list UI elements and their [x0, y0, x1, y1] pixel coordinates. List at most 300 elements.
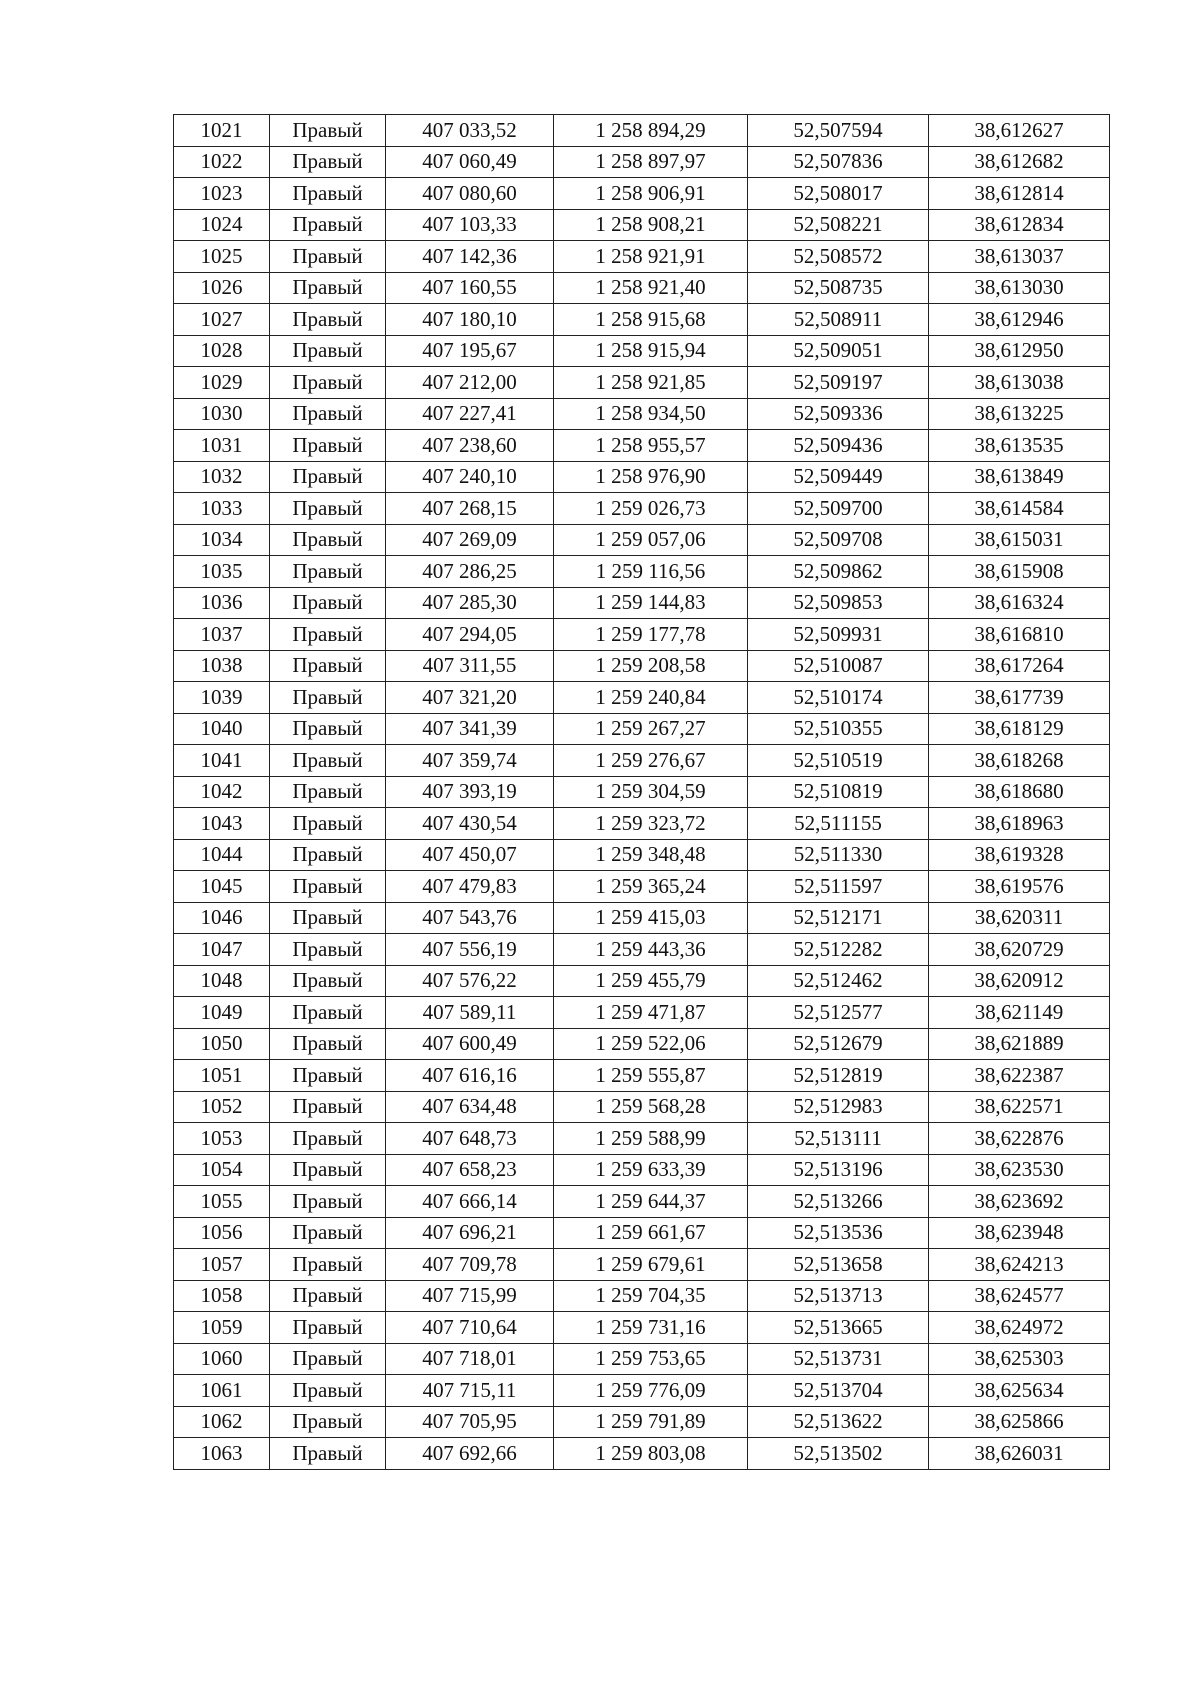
- table-row: [174, 241, 1110, 273]
- latitude-cell: 52,512819: [748, 1060, 929, 1092]
- side-cell: Правый: [270, 1123, 386, 1155]
- side-cell: Правый: [270, 304, 386, 336]
- side-cell: Правый: [270, 713, 386, 745]
- longitude-cell: 38,622387: [929, 1060, 1110, 1092]
- side-cell: Правый: [270, 871, 386, 903]
- y-coordinate-cell: 1 258 894,29: [554, 115, 748, 147]
- latitude-cell: 52,507594: [748, 115, 929, 147]
- x-coordinate-cell: 407 321,20: [386, 682, 554, 714]
- table-row: [174, 398, 1110, 430]
- longitude-cell: 38,618963: [929, 808, 1110, 840]
- y-coordinate-cell: 1 259 026,73: [554, 493, 748, 525]
- latitude-cell: 52,508572: [748, 241, 929, 273]
- table-row: [174, 871, 1110, 903]
- x-coordinate-cell: 407 556,19: [386, 934, 554, 966]
- y-coordinate-cell: 1 259 208,58: [554, 650, 748, 682]
- side-cell: Правый: [270, 1249, 386, 1281]
- longitude-cell: 38,612950: [929, 335, 1110, 367]
- x-coordinate-cell: 407 543,76: [386, 902, 554, 934]
- latitude-cell: 52,509931: [748, 619, 929, 651]
- side-cell: Правый: [270, 619, 386, 651]
- point-number-cell: 1044: [174, 839, 270, 871]
- side-cell: Правый: [270, 398, 386, 430]
- latitude-cell: 52,512577: [748, 997, 929, 1029]
- longitude-cell: 38,618268: [929, 745, 1110, 777]
- table-row: [174, 902, 1110, 934]
- latitude-cell: 52,511330: [748, 839, 929, 871]
- y-coordinate-cell: 1 259 704,35: [554, 1280, 748, 1312]
- longitude-cell: 38,613535: [929, 430, 1110, 462]
- longitude-cell: 38,612682: [929, 146, 1110, 178]
- side-cell: Правый: [270, 745, 386, 777]
- x-coordinate-cell: 407 479,83: [386, 871, 554, 903]
- table-row: [174, 587, 1110, 619]
- point-number-cell: 1041: [174, 745, 270, 777]
- y-coordinate-cell: 1 258 906,91: [554, 178, 748, 210]
- y-coordinate-cell: 1 259 177,78: [554, 619, 748, 651]
- latitude-cell: 52,510355: [748, 713, 929, 745]
- side-cell: Правый: [270, 367, 386, 399]
- longitude-cell: 38,612834: [929, 209, 1110, 241]
- y-coordinate-cell: 1 258 897,97: [554, 146, 748, 178]
- latitude-cell: 52,513196: [748, 1154, 929, 1186]
- longitude-cell: 38,612946: [929, 304, 1110, 336]
- latitude-cell: 52,510519: [748, 745, 929, 777]
- x-coordinate-cell: 407 705,95: [386, 1406, 554, 1438]
- y-coordinate-cell: 1 259 776,09: [554, 1375, 748, 1407]
- side-cell: Правый: [270, 209, 386, 241]
- side-cell: Правый: [270, 1091, 386, 1123]
- point-number-cell: 1031: [174, 430, 270, 462]
- table-row: [174, 808, 1110, 840]
- y-coordinate-cell: 1 259 588,99: [554, 1123, 748, 1155]
- point-number-cell: 1045: [174, 871, 270, 903]
- point-number-cell: 1028: [174, 335, 270, 367]
- side-cell: Правый: [270, 1343, 386, 1375]
- table-row: [174, 461, 1110, 493]
- point-number-cell: 1034: [174, 524, 270, 556]
- side-cell: Правый: [270, 587, 386, 619]
- x-coordinate-cell: 407 311,55: [386, 650, 554, 682]
- y-coordinate-cell: 1 259 116,56: [554, 556, 748, 588]
- x-coordinate-cell: 407 576,22: [386, 965, 554, 997]
- x-coordinate-cell: 407 718,01: [386, 1343, 554, 1375]
- x-coordinate-cell: 407 710,64: [386, 1312, 554, 1344]
- table-row: [174, 556, 1110, 588]
- longitude-cell: 38,621149: [929, 997, 1110, 1029]
- y-coordinate-cell: 1 258 976,90: [554, 461, 748, 493]
- x-coordinate-cell: 407 160,55: [386, 272, 554, 304]
- table-row: [174, 493, 1110, 525]
- point-number-cell: 1033: [174, 493, 270, 525]
- latitude-cell: 52,509853: [748, 587, 929, 619]
- side-cell: Правый: [270, 1186, 386, 1218]
- longitude-cell: 38,612814: [929, 178, 1110, 210]
- side-cell: Правый: [270, 965, 386, 997]
- latitude-cell: 52,513266: [748, 1186, 929, 1218]
- table-row: [174, 1312, 1110, 1344]
- side-cell: Правый: [270, 1312, 386, 1344]
- x-coordinate-cell: 407 294,05: [386, 619, 554, 651]
- point-number-cell: 1026: [174, 272, 270, 304]
- longitude-cell: 38,613037: [929, 241, 1110, 273]
- x-coordinate-cell: 407 715,99: [386, 1280, 554, 1312]
- latitude-cell: 52,508911: [748, 304, 929, 336]
- table-row: [174, 430, 1110, 462]
- longitude-cell: 38,618680: [929, 776, 1110, 808]
- latitude-cell: 52,508221: [748, 209, 929, 241]
- table-row: [174, 1154, 1110, 1186]
- x-coordinate-cell: 407 692,66: [386, 1438, 554, 1470]
- y-coordinate-cell: 1 259 348,48: [554, 839, 748, 871]
- point-number-cell: 1047: [174, 934, 270, 966]
- table-row: [174, 1406, 1110, 1438]
- x-coordinate-cell: 407 709,78: [386, 1249, 554, 1281]
- longitude-cell: 38,626031: [929, 1438, 1110, 1470]
- y-coordinate-cell: 1 259 323,72: [554, 808, 748, 840]
- point-number-cell: 1036: [174, 587, 270, 619]
- point-number-cell: 1032: [174, 461, 270, 493]
- y-coordinate-cell: 1 259 644,37: [554, 1186, 748, 1218]
- x-coordinate-cell: 407 080,60: [386, 178, 554, 210]
- point-number-cell: 1038: [174, 650, 270, 682]
- longitude-cell: 38,620912: [929, 965, 1110, 997]
- point-number-cell: 1037: [174, 619, 270, 651]
- longitude-cell: 38,623692: [929, 1186, 1110, 1218]
- longitude-cell: 38,613030: [929, 272, 1110, 304]
- longitude-cell: 38,623948: [929, 1217, 1110, 1249]
- point-number-cell: 1025: [174, 241, 270, 273]
- point-number-cell: 1049: [174, 997, 270, 1029]
- latitude-cell: 52,509700: [748, 493, 929, 525]
- longitude-cell: 38,625634: [929, 1375, 1110, 1407]
- point-number-cell: 1030: [174, 398, 270, 430]
- side-cell: Правый: [270, 1217, 386, 1249]
- point-number-cell: 1054: [174, 1154, 270, 1186]
- side-cell: Правый: [270, 493, 386, 525]
- latitude-cell: 52,513502: [748, 1438, 929, 1470]
- side-cell: Правый: [270, 272, 386, 304]
- x-coordinate-cell: 407 285,30: [386, 587, 554, 619]
- longitude-cell: 38,624972: [929, 1312, 1110, 1344]
- longitude-cell: 38,617264: [929, 650, 1110, 682]
- point-number-cell: 1024: [174, 209, 270, 241]
- longitude-cell: 38,613225: [929, 398, 1110, 430]
- longitude-cell: 38,625303: [929, 1343, 1110, 1375]
- y-coordinate-cell: 1 259 267,27: [554, 713, 748, 745]
- table-row: [174, 713, 1110, 745]
- x-coordinate-cell: 407 600,49: [386, 1028, 554, 1060]
- y-coordinate-cell: 1 258 908,21: [554, 209, 748, 241]
- y-coordinate-cell: 1 259 276,67: [554, 745, 748, 777]
- y-coordinate-cell: 1 259 455,79: [554, 965, 748, 997]
- table-row: [174, 1060, 1110, 1092]
- side-cell: Правый: [270, 1028, 386, 1060]
- longitude-cell: 38,616810: [929, 619, 1110, 651]
- point-number-cell: 1023: [174, 178, 270, 210]
- table-row: [174, 1217, 1110, 1249]
- latitude-cell: 52,507836: [748, 146, 929, 178]
- x-coordinate-cell: 407 180,10: [386, 304, 554, 336]
- side-cell: Правый: [270, 430, 386, 462]
- table-row: [174, 1123, 1110, 1155]
- table-row: [174, 1028, 1110, 1060]
- point-number-cell: 1043: [174, 808, 270, 840]
- side-cell: Правый: [270, 335, 386, 367]
- y-coordinate-cell: 1 258 921,40: [554, 272, 748, 304]
- latitude-cell: 52,510087: [748, 650, 929, 682]
- side-cell: Правый: [270, 524, 386, 556]
- longitude-cell: 38,615908: [929, 556, 1110, 588]
- x-coordinate-cell: 407 033,52: [386, 115, 554, 147]
- table-row: [174, 335, 1110, 367]
- table-row: [174, 682, 1110, 714]
- side-cell: Правый: [270, 241, 386, 273]
- side-cell: Правый: [270, 839, 386, 871]
- point-number-cell: 1048: [174, 965, 270, 997]
- table-row: [174, 776, 1110, 808]
- x-coordinate-cell: 407 648,73: [386, 1123, 554, 1155]
- x-coordinate-cell: 407 286,25: [386, 556, 554, 588]
- longitude-cell: 38,622876: [929, 1123, 1110, 1155]
- longitude-cell: 38,616324: [929, 587, 1110, 619]
- table-row: [174, 524, 1110, 556]
- x-coordinate-cell: 407 103,33: [386, 209, 554, 241]
- x-coordinate-cell: 407 268,15: [386, 493, 554, 525]
- table-row: [174, 272, 1110, 304]
- y-coordinate-cell: 1 259 144,83: [554, 587, 748, 619]
- y-coordinate-cell: 1 259 240,84: [554, 682, 748, 714]
- table-row: [174, 304, 1110, 336]
- x-coordinate-cell: 407 238,60: [386, 430, 554, 462]
- side-cell: Правый: [270, 1154, 386, 1186]
- y-coordinate-cell: 1 258 921,85: [554, 367, 748, 399]
- x-coordinate-cell: 407 212,00: [386, 367, 554, 399]
- longitude-cell: 38,617739: [929, 682, 1110, 714]
- point-number-cell: 1051: [174, 1060, 270, 1092]
- x-coordinate-cell: 407 450,07: [386, 839, 554, 871]
- point-number-cell: 1046: [174, 902, 270, 934]
- y-coordinate-cell: 1 259 731,16: [554, 1312, 748, 1344]
- y-coordinate-cell: 1 259 522,06: [554, 1028, 748, 1060]
- table-row: [174, 839, 1110, 871]
- point-number-cell: 1021: [174, 115, 270, 147]
- longitude-cell: 38,618129: [929, 713, 1110, 745]
- point-number-cell: 1035: [174, 556, 270, 588]
- latitude-cell: 52,512679: [748, 1028, 929, 1060]
- latitude-cell: 52,513704: [748, 1375, 929, 1407]
- x-coordinate-cell: 407 589,11: [386, 997, 554, 1029]
- longitude-cell: 38,613849: [929, 461, 1110, 493]
- side-cell: Правый: [270, 556, 386, 588]
- x-coordinate-cell: 407 195,67: [386, 335, 554, 367]
- longitude-cell: 38,625866: [929, 1406, 1110, 1438]
- x-coordinate-cell: 407 269,09: [386, 524, 554, 556]
- table-row: [174, 997, 1110, 1029]
- point-number-cell: 1057: [174, 1249, 270, 1281]
- table-row: [174, 367, 1110, 399]
- latitude-cell: 52,510819: [748, 776, 929, 808]
- side-cell: Правый: [270, 1375, 386, 1407]
- point-number-cell: 1058: [174, 1280, 270, 1312]
- side-cell: Правый: [270, 776, 386, 808]
- latitude-cell: 52,512282: [748, 934, 929, 966]
- latitude-cell: 52,513665: [748, 1312, 929, 1344]
- latitude-cell: 52,513622: [748, 1406, 929, 1438]
- table-row: [174, 650, 1110, 682]
- table-row: [174, 745, 1110, 777]
- x-coordinate-cell: 407 227,41: [386, 398, 554, 430]
- point-number-cell: 1053: [174, 1123, 270, 1155]
- point-number-cell: 1050: [174, 1028, 270, 1060]
- side-cell: Правый: [270, 650, 386, 682]
- side-cell: Правый: [270, 934, 386, 966]
- table-row: [174, 115, 1110, 147]
- latitude-cell: 52,513536: [748, 1217, 929, 1249]
- longitude-cell: 38,624577: [929, 1280, 1110, 1312]
- table-row: [174, 1375, 1110, 1407]
- y-coordinate-cell: 1 259 555,87: [554, 1060, 748, 1092]
- table-row: [174, 1249, 1110, 1281]
- y-coordinate-cell: 1 259 057,06: [554, 524, 748, 556]
- latitude-cell: 52,509197: [748, 367, 929, 399]
- table-row: [174, 1280, 1110, 1312]
- point-number-cell: 1022: [174, 146, 270, 178]
- x-coordinate-cell: 407 240,10: [386, 461, 554, 493]
- y-coordinate-cell: 1 258 915,94: [554, 335, 748, 367]
- longitude-cell: 38,620311: [929, 902, 1110, 934]
- latitude-cell: 52,509336: [748, 398, 929, 430]
- latitude-cell: 52,509051: [748, 335, 929, 367]
- longitude-cell: 38,622571: [929, 1091, 1110, 1123]
- latitude-cell: 52,509436: [748, 430, 929, 462]
- point-number-cell: 1040: [174, 713, 270, 745]
- side-cell: Правый: [270, 1280, 386, 1312]
- y-coordinate-cell: 1 259 803,08: [554, 1438, 748, 1470]
- y-coordinate-cell: 1 259 415,03: [554, 902, 748, 934]
- latitude-cell: 52,508735: [748, 272, 929, 304]
- point-number-cell: 1059: [174, 1312, 270, 1344]
- y-coordinate-cell: 1 259 568,28: [554, 1091, 748, 1123]
- y-coordinate-cell: 1 259 633,39: [554, 1154, 748, 1186]
- x-coordinate-cell: 407 666,14: [386, 1186, 554, 1218]
- longitude-cell: 38,623530: [929, 1154, 1110, 1186]
- x-coordinate-cell: 407 142,36: [386, 241, 554, 273]
- side-cell: Правый: [270, 808, 386, 840]
- side-cell: Правый: [270, 682, 386, 714]
- latitude-cell: 52,513713: [748, 1280, 929, 1312]
- latitude-cell: 52,511155: [748, 808, 929, 840]
- coordinates-table-body: [174, 115, 1110, 1470]
- longitude-cell: 38,619576: [929, 871, 1110, 903]
- point-number-cell: 1061: [174, 1375, 270, 1407]
- point-number-cell: 1060: [174, 1343, 270, 1375]
- y-coordinate-cell: 1 258 915,68: [554, 304, 748, 336]
- side-cell: Правый: [270, 997, 386, 1029]
- longitude-cell: 38,624213: [929, 1249, 1110, 1281]
- longitude-cell: 38,613038: [929, 367, 1110, 399]
- point-number-cell: 1027: [174, 304, 270, 336]
- latitude-cell: 52,509862: [748, 556, 929, 588]
- latitude-cell: 52,508017: [748, 178, 929, 210]
- x-coordinate-cell: 407 359,74: [386, 745, 554, 777]
- x-coordinate-cell: 407 696,21: [386, 1217, 554, 1249]
- y-coordinate-cell: 1 259 471,87: [554, 997, 748, 1029]
- table-row: [174, 619, 1110, 651]
- x-coordinate-cell: 407 616,16: [386, 1060, 554, 1092]
- point-number-cell: 1039: [174, 682, 270, 714]
- point-number-cell: 1052: [174, 1091, 270, 1123]
- latitude-cell: 52,509449: [748, 461, 929, 493]
- longitude-cell: 38,615031: [929, 524, 1110, 556]
- y-coordinate-cell: 1 259 791,89: [554, 1406, 748, 1438]
- latitude-cell: 52,513111: [748, 1123, 929, 1155]
- latitude-cell: 52,510174: [748, 682, 929, 714]
- latitude-cell: 52,512171: [748, 902, 929, 934]
- side-cell: Правый: [270, 1406, 386, 1438]
- coordinates-table: [173, 114, 1110, 1470]
- x-coordinate-cell: 407 715,11: [386, 1375, 554, 1407]
- table-row: [174, 146, 1110, 178]
- table-row: [174, 934, 1110, 966]
- table-row: [174, 1186, 1110, 1218]
- point-number-cell: 1029: [174, 367, 270, 399]
- y-coordinate-cell: 1 258 955,57: [554, 430, 748, 462]
- y-coordinate-cell: 1 258 934,50: [554, 398, 748, 430]
- latitude-cell: 52,513658: [748, 1249, 929, 1281]
- table-row: [174, 1091, 1110, 1123]
- side-cell: Правый: [270, 178, 386, 210]
- table-row: [174, 1438, 1110, 1470]
- x-coordinate-cell: 407 658,23: [386, 1154, 554, 1186]
- side-cell: Правый: [270, 461, 386, 493]
- point-number-cell: 1055: [174, 1186, 270, 1218]
- side-cell: Правый: [270, 1060, 386, 1092]
- x-coordinate-cell: 407 341,39: [386, 713, 554, 745]
- x-coordinate-cell: 407 634,48: [386, 1091, 554, 1123]
- point-number-cell: 1056: [174, 1217, 270, 1249]
- point-number-cell: 1063: [174, 1438, 270, 1470]
- side-cell: Правый: [270, 1438, 386, 1470]
- y-coordinate-cell: 1 259 443,36: [554, 934, 748, 966]
- point-number-cell: 1042: [174, 776, 270, 808]
- y-coordinate-cell: 1 259 753,65: [554, 1343, 748, 1375]
- side-cell: Правый: [270, 115, 386, 147]
- y-coordinate-cell: 1 258 921,91: [554, 241, 748, 273]
- longitude-cell: 38,620729: [929, 934, 1110, 966]
- longitude-cell: 38,619328: [929, 839, 1110, 871]
- latitude-cell: 52,512462: [748, 965, 929, 997]
- side-cell: Правый: [270, 902, 386, 934]
- table-row: [174, 178, 1110, 210]
- y-coordinate-cell: 1 259 365,24: [554, 871, 748, 903]
- y-coordinate-cell: 1 259 661,67: [554, 1217, 748, 1249]
- point-number-cell: 1062: [174, 1406, 270, 1438]
- y-coordinate-cell: 1 259 304,59: [554, 776, 748, 808]
- latitude-cell: 52,512983: [748, 1091, 929, 1123]
- longitude-cell: 38,612627: [929, 115, 1110, 147]
- latitude-cell: 52,511597: [748, 871, 929, 903]
- side-cell: Правый: [270, 146, 386, 178]
- table-row: [174, 209, 1110, 241]
- y-coordinate-cell: 1 259 679,61: [554, 1249, 748, 1281]
- x-coordinate-cell: 407 393,19: [386, 776, 554, 808]
- table-row: [174, 1343, 1110, 1375]
- latitude-cell: 52,513731: [748, 1343, 929, 1375]
- x-coordinate-cell: 407 430,54: [386, 808, 554, 840]
- longitude-cell: 38,621889: [929, 1028, 1110, 1060]
- longitude-cell: 38,614584: [929, 493, 1110, 525]
